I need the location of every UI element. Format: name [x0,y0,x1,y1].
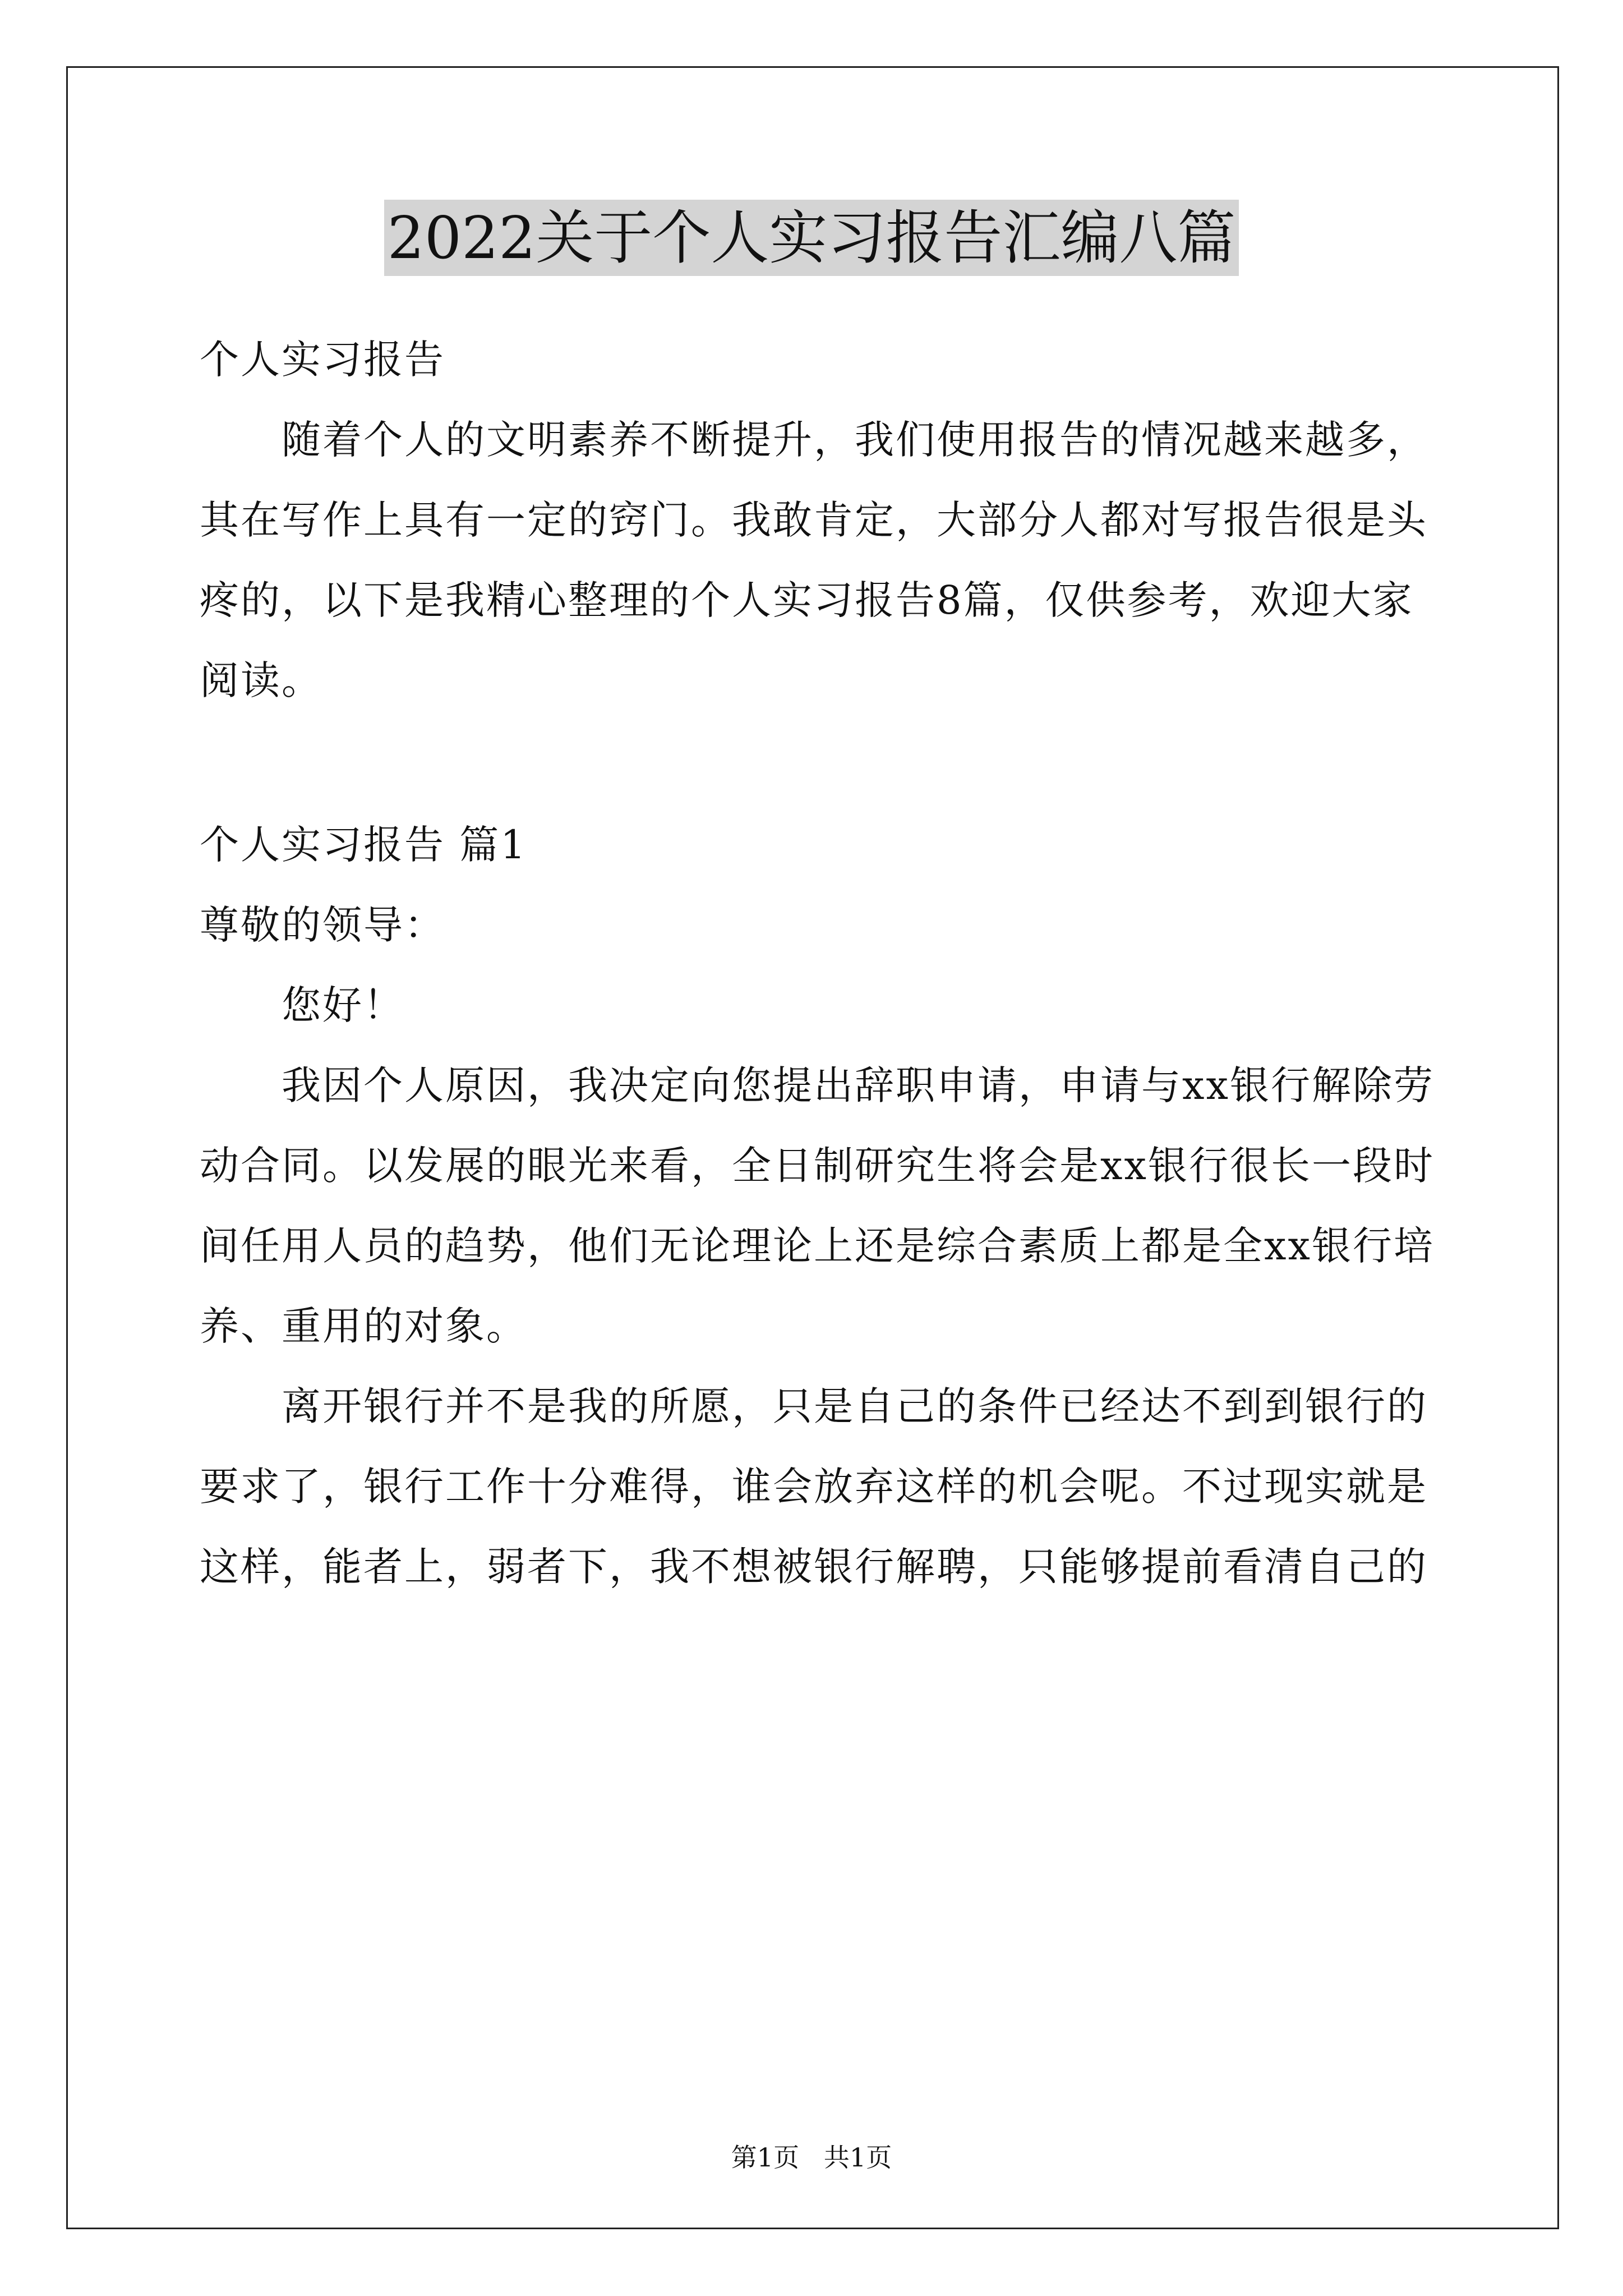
intro-line-1: 随着个人的文明素养不断提升，我们使用报告的情况越来越多， [282,417,1428,463]
para2-line-2: 要求了，银行工作十分难得，谁会放弃这样的机会呢。不过现实就是 [200,1464,1428,1510]
intro-line-4: 阅读。 [200,657,322,703]
intro-line-2: 其在写作上具有一定的窍门。我敢肯定，大部分人都对写报告很是头 [200,497,1428,543]
para2-line-3: 这样，能者上，弱者下，我不想被银行解聘，只能够提前看清自己的 [200,1544,1428,1590]
document-title: 2022关于个人实习报告汇编八篇 [384,200,1239,276]
para2-line-1: 离开银行并不是我的所愿，只是自己的条件已经达不到到银行的 [282,1383,1428,1429]
para1-line-4: 养、重用的对象。 [200,1303,527,1349]
para1-line-3: 间任用人员的趋势，他们无论理论上还是综合素质上都是全xx银行培 [200,1223,1435,1269]
document-body [200,320,1435,1607]
intro-line-3: 疼的，以下是我精心整理的个人实习报告8篇，仅供参考，欢迎大家 [200,577,1414,623]
title-container [0,200,1623,276]
para1-line-2: 动合同。以发展的眼光来看，全日制研究生将会是xx银行很长一段时 [200,1143,1435,1189]
para1-line-1: 我因个人原因，我决定向您提出辞职申请，申请与xx银行解除劳 [282,1062,1435,1108]
salutation: 尊敬的领导： [200,902,445,948]
intro-heading: 个人实习报告 [200,337,445,383]
greeting: 您好！ [282,982,404,1028]
page-footer: 第1页 共1页 [731,2142,892,2173]
section1-heading: 个人实习报告 篇1 [200,822,527,868]
